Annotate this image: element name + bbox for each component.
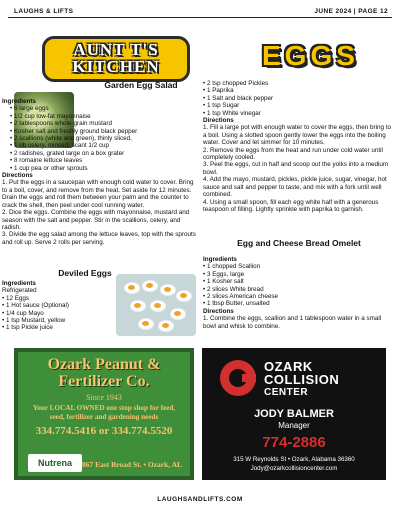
deviled-ing-5: • 1 tsp Pickle juice	[2, 324, 53, 332]
deviled-more-1: • 2 tsp chopped Pickles	[203, 80, 269, 87]
omelet-ing-5: • 2 slices American cheese	[203, 293, 279, 301]
ad1-footer	[22, 452, 186, 472]
issue-page-info: JUNE 2024 | PAGE 12	[314, 8, 388, 15]
salad-title: Garden Egg Salad	[104, 80, 178, 90]
salad-ing-5: • 2 scallions (white and green), thinly sliced,	[10, 135, 132, 143]
deviled-dir-2: 2. Remove the eggs from the heat and run under cold water until completely cooled.	[203, 146, 383, 162]
omelet-ing-6: • 1 tbsp Butter, unsalted	[203, 300, 270, 308]
ad1-name-line1: Ozark Peanut &	[47, 356, 161, 373]
salad-ing-8: • 8 romaine lettuce leaves	[10, 157, 83, 165]
collision-c-logo-icon	[220, 360, 256, 396]
ad2-email: Jody@ozarkcollisioncenter.com	[250, 465, 338, 472]
omelet-ing-2: • 3 Eggs, large	[203, 270, 245, 278]
deviled-ing-1: • 12 Eggs	[2, 294, 30, 302]
deviled-ing-4: • 1 tsp Mustard, yellow	[2, 317, 66, 325]
ad2-person: JODY BALMER	[254, 408, 334, 420]
deviled-ingredients	[2, 280, 114, 332]
salad-dir-3: 3. Divide the egg salad among the lettuce leaves, top with the sprouts and roll up. Serve 2 rolls per serving.	[2, 231, 196, 246]
nutrena-logo: Nutrena	[28, 454, 82, 472]
omelet-ing-3: • 1 Kosher salt	[203, 278, 244, 286]
page-header-bar	[8, 4, 392, 18]
deviled-dir-3: 3. Peel the eggs, cut in half and scoop out the yolks into a medium bowl.	[203, 161, 389, 176]
ozark-peanut-ad[interactable]	[14, 348, 194, 480]
deviled-eggs-photo	[116, 274, 196, 336]
omelet-ingredients-label: Ingredients	[203, 256, 237, 263]
deviled-more-4: • 1 tsp Sugar	[203, 102, 240, 110]
deviled-title: Deviled Eggs	[58, 268, 112, 278]
deviled-more-3: • 1 Salt and black pepper	[203, 94, 274, 102]
deviled-continued	[203, 80, 395, 213]
ad1-address: 867 East Broad St. • Ozark, AL	[82, 460, 182, 469]
salad-recipe	[2, 98, 197, 246]
salad-dir-1: 1. Put the eggs in a saucepan with enough cold water to cover. Bring to a boil, cover, and remove from the heat. Set aside for 12 minutes. Drain the eggs and roll them between your palm and the counter to crack the shell, then peel under cool running water.	[2, 179, 194, 209]
ad2-brand-line3: CENTER	[264, 387, 309, 398]
omelet-title: Egg and Cheese Bread Omelet	[237, 238, 361, 248]
omelet-ing-4: • 2 slices White bread	[203, 285, 264, 293]
ad2-phone: 774-2886	[262, 434, 326, 451]
salad-ing-7: • 2 radishes, grated large on a box grater	[10, 149, 125, 157]
ad1-since: Since 1943	[86, 393, 122, 402]
aunt-ts-kitchen-banner	[42, 36, 190, 82]
deviled-dir-1: 1. Fill a large pot with enough water to cover the eggs, then bring to a boil. Using a slotted spoon gently lower the eggs into the boiling water. Cover and let simmer for 10 minutes.	[203, 124, 391, 147]
ad2-brand-line1: OZARK	[264, 359, 313, 374]
salad-ing-3: • 2 tablespoons whole-grain mustard	[10, 120, 112, 128]
ad1-tagline1: Your LOCAL OWNED one stop shop for feed,	[32, 404, 176, 412]
salad-ing-2: • 1/2 cup low-fat mayonnaise	[10, 112, 91, 120]
deviled-more-2: • 1 Paprika	[203, 87, 234, 95]
deviled-ing-3: • 1/4 cup Mayo	[2, 309, 44, 317]
eggs-title: EGGS	[262, 40, 359, 71]
omelet-ing-1: • 1 chopped Scallion	[203, 263, 261, 271]
ad2-address: 315 W Reynolds St • Ozark, Alabama 36360	[233, 456, 355, 463]
salad-ing-4: • Kosher salt and freshly ground black pepper	[10, 127, 138, 135]
ad1-name-line2: Fertilizer Co.	[58, 373, 150, 390]
omelet-dir-1: 1. Combine the eggs, scallion and 1 tablespoon water in a small bowl and whisk to combine.	[203, 315, 382, 330]
salad-ingredients-label: Ingredients	[2, 98, 36, 105]
ad1-phones: 334.774.5416 or 334.774.5520	[35, 425, 173, 437]
salad-directions-label: Directions	[2, 172, 33, 180]
omelet-recipe	[203, 256, 395, 330]
ozark-collision-ad[interactable]	[202, 348, 386, 480]
deviled-directions-label: Directions	[203, 117, 234, 125]
deviled-more-5: • 1 tsp White vinegar	[203, 109, 261, 117]
ad2-role: Manager	[278, 421, 310, 430]
ad1-tagline2: seed, fertilizer and gardening needs	[49, 413, 159, 421]
omelet-directions-label: Directions	[203, 307, 234, 315]
salad-ing-9: • 1 cup pea or other sprouts	[10, 164, 88, 172]
ad2-brand-line2: COLLISION	[264, 372, 340, 387]
publication-name: LAUGHS & LIFTS	[14, 8, 74, 15]
salad-ing-1: • 6 large eggs	[10, 105, 49, 113]
salad-dir-2: 2. Dice the eggs. Combine the eggs with mayonnaise, mustard and season with the salt and pepper. Stir in the scallions, celery, and radish.	[2, 209, 190, 231]
deviled-ingredients-label: Ingredients	[2, 280, 36, 287]
deviled-dir-4: 4. Add the mayo, mustard, pickles, pickle juice, sugar, vinegar, hot sauce and salt and pepper to taste, and mix with a fork until well combined.	[203, 176, 387, 199]
banner-line1: AUNT T'S	[73, 40, 159, 59]
deviled-refrigerated: Refrigerated	[2, 287, 37, 295]
deviled-dir-5: 4. Using a small spoon, fill each egg white half with a generous teaspoon of filling. Lightly sprinkle with paprika to garnish.	[203, 198, 379, 213]
banner-line2: KITCHEN	[72, 57, 160, 76]
page-footer-url: LAUGHSANDLIFTS.COM	[157, 496, 243, 503]
salad-ing-6: • 1 rib celery, minced, scant 1/2 cup	[10, 142, 110, 150]
deviled-ing-2: • 1 Hot sauce (Optional)	[2, 302, 69, 310]
